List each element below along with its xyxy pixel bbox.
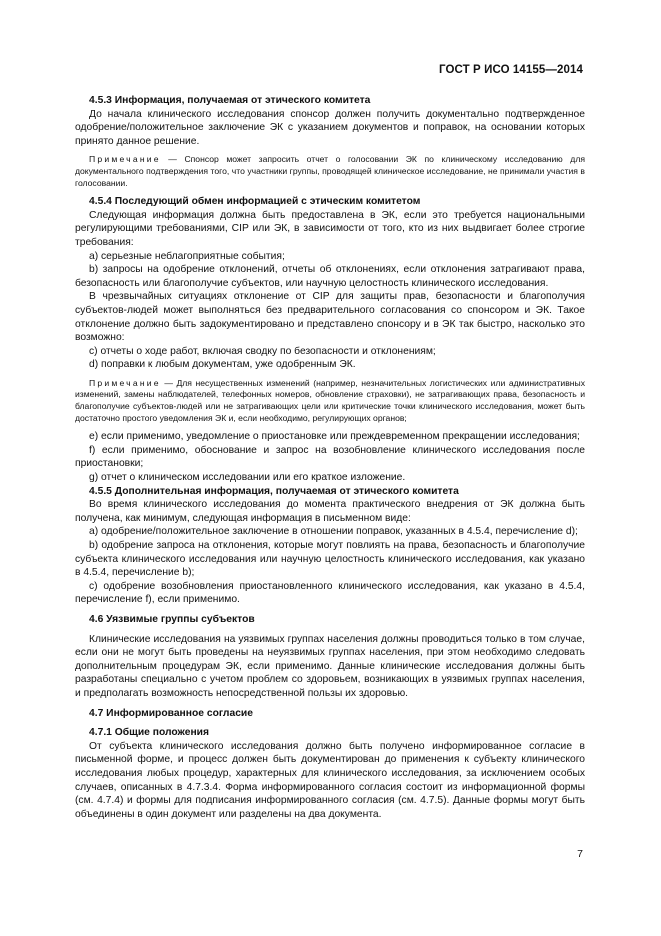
list-item: c) отчеты о ходе работ, включая сводку по безопасности и отклонениям; xyxy=(89,345,436,357)
section-heading-4-6: 4.6 Уязвимые группы субъектов xyxy=(89,613,255,625)
list-item: g) отчет о клиническом исследовании или его краткое изложение. xyxy=(89,472,406,484)
list-item: c) одобрение возобновления приостановленного клинического исследования, как указано в 4.5.4, перечисление f), если применимо. xyxy=(75,580,585,606)
section-heading-4-7-1: 4.7.1 Общие положения xyxy=(89,727,209,739)
note-label: Примечание xyxy=(89,377,161,388)
section-heading-4-5-3: 4.5.3 Информация, получаемая от этического комитета xyxy=(89,95,371,106)
paragraph: В чрезвычайных ситуациях отклонение от CIP для защиты прав, безопасности и благополучия субъектов-людей может выполняться без предварительного согласования со спонсором и ЭК. Такое отклонение должно быть задокументировано и представлено спонсору и в ЭК так быстро, насколько это возможно: xyxy=(75,291,585,344)
note-text: — Спонсор может запросить отчет о голосовании ЭК по клиническому исследованию для документального подтверждения того, что участники группы, проводящей клиническое исследование, не принимали участия в голосовании. xyxy=(75,154,585,188)
paragraph: До начала клинического исследования спонсор должен получить документально подтвержденное одобрение/положительное заключение ЭК с указанием документов и поправок, на основании которых принято данное решение. xyxy=(75,108,585,147)
list-item: b) одобрение запроса на отклонения, которые могут повлиять на права, безопасность и благополучие субъекта клинического исследования или научную целостность клинического исследования, как указано в 4.5.4, перечисление b); xyxy=(75,540,585,579)
note-label: Примечание xyxy=(89,154,161,165)
paragraph: Клинические исследования на уязвимых группах населения должны проводиться только в том случае, если они не могут быть проведены на неуязвимых группах населения, при этом необходимо следовать дополнительным процедурам ЭК, если применимо. Данные клинические исследования должны быть разработаны специально с учетом проблем со здоровьем, возникающих в уязвимых группах населения, и предполагать возможность непосредственной пользы их здоровью. xyxy=(75,633,585,699)
list-item: b) запросы на одобрение отклонений, отчеты об отклонениях, если отклонения затрагивают права, безопасность или благополучие субъектов, или научную целостность клинического исследования. xyxy=(75,264,585,289)
list-item: а) серьезные неблагоприятные события; xyxy=(89,250,285,262)
section-heading-4-7: 4.7 Информированное согласие xyxy=(89,707,253,719)
note xyxy=(75,378,585,424)
section-heading-4-5-4: 4.5.4 Последующий обмен информацией с этическим комитетом xyxy=(89,196,421,208)
note-text: — Для несущественных изменений (например, незначительных логистических или административных изменений, замены наблюдателей, телефонных номеров, обновление страховки), не затрагивающих права, безопасность и благополучие субъектов-людей или не затрагивающих цели или критические точки клинического исследования, может быть достаточно простого уведомления ЭК и, если необходимо, регулирующих органов; xyxy=(75,377,585,423)
paragraph: Во время клинического исследования до момента практического внедрения от ЭК должна быть получена, как минимум, следующая информация в письменном виде: xyxy=(75,499,585,524)
list-item: а) одобрение/положительное заключение в отношении поправок, указанных в 4.5.4, перечисление d); xyxy=(89,526,578,538)
standard-header: ГОСТ Р ИСО 14155—2014 xyxy=(438,64,583,76)
list-item: d) поправки к любым документам, уже одобренным ЭК. xyxy=(89,359,356,371)
list-item: e) если применимо, уведомление о приостановке или преждевременном прекращении исследования; xyxy=(89,431,580,443)
list-item: f) если применимо, обоснование и запрос на возобновление клинического исследования после приостановки; xyxy=(75,444,585,470)
paragraph: От субъекта клинического исследования должно быть получено информированное согласие в письменной форме, и процесс должен быть документирован до применения к субъекту клинического исследования любых процедур, характерных для клинического исследования, за исключением особых случаев, описанных в 4.7.3.4. Форма информированного согласия состоит из информационной формы (см. 4.7.4) и формы для подписания информированного согласия (см. 4.7.5). Данные формы могут быть объединены в один документ или разделены на два документа. xyxy=(75,740,585,820)
page-number: 7 xyxy=(577,848,583,860)
page-content xyxy=(75,94,585,821)
note xyxy=(75,154,585,189)
paragraph: Следующая информация должна быть предоставлена в ЭК, если это требуется национальными регулирующими требованиями, CIP или ЭК, в зависимости от того, кто из них выдвигает более строгие требования: xyxy=(75,209,585,248)
section-heading-4-5-5: 4.5.5 Дополнительная информация, получаемая от этического комитета xyxy=(89,485,459,497)
